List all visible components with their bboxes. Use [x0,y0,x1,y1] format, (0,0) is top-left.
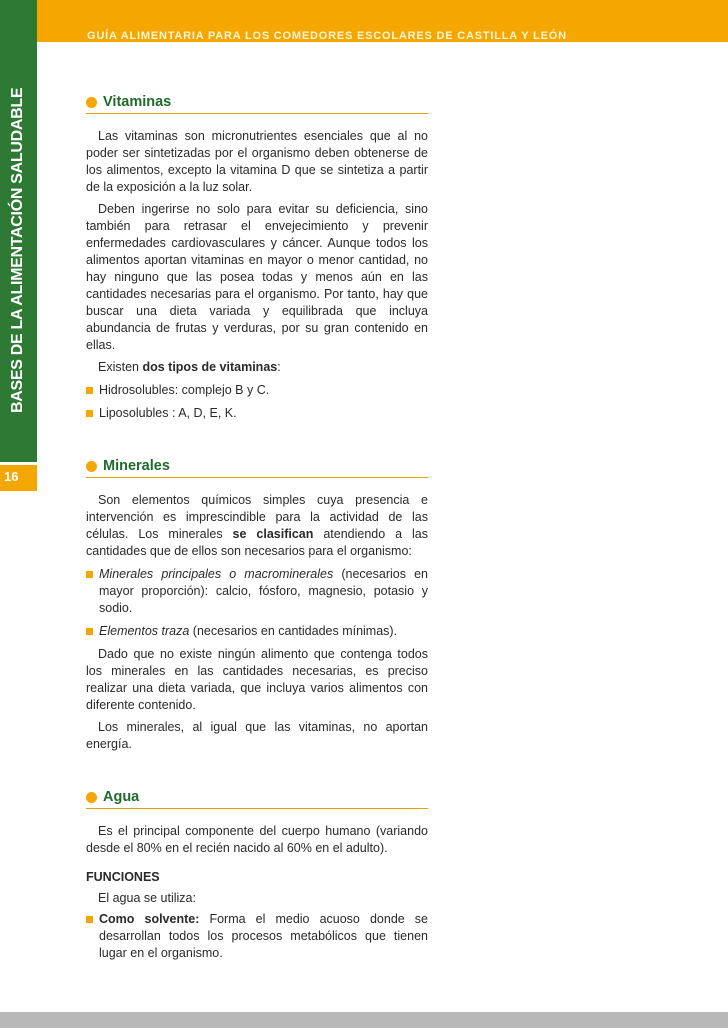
section-side-title: BASES DE LA ALIMENTACIÓN SALUDABLE [9,87,26,413]
paragraph: Las vitaminas son micronutrientes esenciales que al no poder ser sintetizadas por el organismo deben obtenerse de los alimentos, excepto la vitamina D que se sintetiza a partir de la exposición a la luz solar. [86,129,428,194]
bold-text: se clasifican [232,527,314,541]
list-item-text: Liposolubles : A, D, E, K. [99,406,237,420]
section-title: Agua [103,789,140,805]
side-banner [0,0,37,462]
paragraph: Los minerales, al igual que las vitaminas, no aportan energía. [86,720,428,751]
paragraph: Dado que no existe ningún alimento que contenga todos los minerales en las cantidades necesarias, es preciso realizar una dieta variada, que incluya varios alimentos con diferente contenido. [86,647,428,712]
square-bullet-icon [86,410,93,417]
italic-text: Minerales principales o macrominerales [99,567,334,581]
bold-text: Como solvente: [99,912,200,926]
page-number: 16 [4,469,19,484]
square-bullet-icon [86,387,93,394]
section-heading-minerales [86,458,428,478]
bottom-band [0,1012,728,1028]
paragraph: El agua se utiliza: [98,891,196,905]
text: : [277,360,281,374]
list-item-text [99,566,428,617]
paragraph [86,492,428,560]
paragraph: Deben ingerirse no solo para evitar su deficiencia, sino también para retrasar el envejecimiento y prevenir enfermedades cardiovasculares y cáncer. Aunque todos los alimentos aportan vitaminas en mayor o menor cantidad, no hay ninguno que las posea todas y menos aún en las cantidades necesarias para el organismo. Por tanto, hay que buscar una dieta variada y equilibrada que incluya abundancia de frutas y verduras, por su gran contenido en ellas. [86,202,428,352]
list-item [86,405,428,422]
list-item-text [99,911,428,962]
paragraph [86,359,428,376]
running-header: GUÍA ALIMENTARIA PARA LOS COMEDORES ESCOLARES DE CASTILLA Y LEÓN [87,30,567,42]
square-bullet-icon [86,571,93,578]
bold-text: dos tipos de vitaminas [142,360,278,374]
list-item [86,911,428,962]
page-number-box [0,465,37,491]
list-item [86,566,428,617]
text: atendiendo a las cantidades que de ellos son necesarios para el organismo: [86,527,428,558]
section-heading-vitaminas [86,94,428,114]
bullet-dot-icon [86,792,97,803]
bullet-dot-icon [86,461,97,472]
section-heading-agua [86,789,428,809]
section-title: Vitaminas [103,94,172,110]
main-content [86,94,428,962]
text: (necesarios en mayor proporción): calcio, fósforo, magnesio, potasio y sodio. [99,567,428,615]
text: Son elementos químicos simples cuya presencia e intervención es imprescindible para la actividad de las células. Los minerales [86,493,428,541]
square-bullet-icon [86,916,93,923]
list-item-text: Hidrosolubles: complejo B y C. [99,383,270,397]
list-item-text [99,623,428,640]
text: (necesarios en cantidades mínimas). [189,624,398,638]
text: Forma el medio acuoso donde se desarrollan todos los procesos metabólicos que tienen lugar en el organismo. [99,912,428,960]
text: Existen [98,360,143,374]
italic-text: Elementos traza [99,624,190,638]
section-title: Minerales [103,458,170,474]
square-bullet-icon [86,628,93,635]
paragraph: Es el principal componente del cuerpo humano (variando desde el 80% en el recién nacido al 60% en el adulto). [86,824,428,855]
subheading-funciones: FUNCIONES [86,870,160,884]
list-item [86,382,428,399]
bullet-dot-icon [86,97,97,108]
list-item [86,623,428,640]
